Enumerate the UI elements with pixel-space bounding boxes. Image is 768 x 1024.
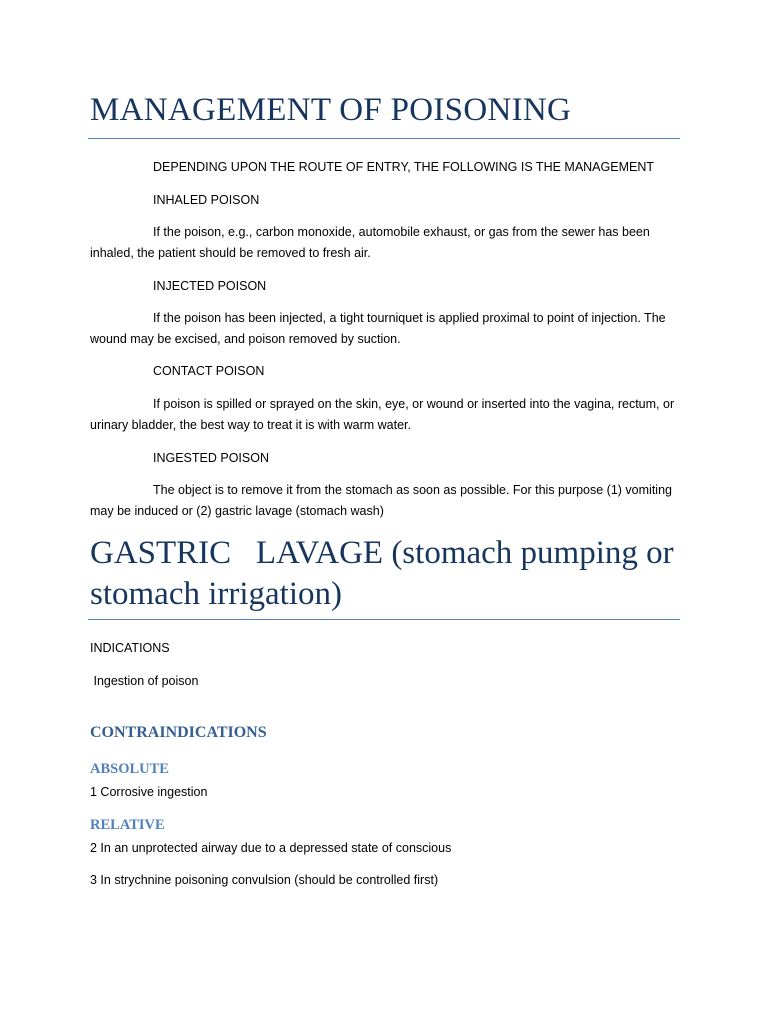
indications-label: INDICATIONS xyxy=(90,641,170,655)
indications-item: Ingestion of poison xyxy=(90,674,199,688)
section-text-injected: If the poison has been injected, a tight tourniquet is applied proximal to point of injection. The wound may be excised, and poison removed by suction. xyxy=(90,311,666,346)
section-text-contact: If poison is spilled or sprayed on the skin, eye, or wound or inserted into the vagina, rectum, or urinary bladder, the best way to treat it is with warm water. xyxy=(90,397,675,432)
section-label-injected: INJECTED POISON xyxy=(153,279,267,293)
absolute-item: 1 Corrosive ingestion xyxy=(90,785,208,799)
relative-heading: RELATIVE xyxy=(90,817,165,833)
section-label-ingested: INGESTED POISON xyxy=(153,451,269,465)
section-text-inhaled: If the poison, e.g., carbon monoxide, automobile exhaust, or gas from the sewer has been inhaled, the patient should be removed to fresh air. xyxy=(90,225,650,260)
section-label-contact: CONTACT POISON xyxy=(153,364,265,378)
section-label-inhaled: INHALED POISON xyxy=(153,193,260,207)
relative-item-2: 2 In an unprotected airway due to a depressed state of conscious xyxy=(90,841,452,855)
gastric-lavage-divider xyxy=(88,619,680,620)
absolute-heading: ABSOLUTE xyxy=(90,761,169,777)
section-text-ingested: The object is to remove it from the stomach as soon as possible. For this purpose (1) vomiting may be induced or (2) gastric lavage (stomach wash) xyxy=(90,483,672,518)
title-divider xyxy=(88,138,680,139)
gastric-lavage-title: GASTRIC LAVAGE (stomach pumping or stomach irrigation) xyxy=(90,535,682,612)
intro-text: DEPENDING UPON THE ROUTE OF ENTRY, THE FOLLOWING IS THE MANAGEMENT xyxy=(153,160,654,174)
main-title: MANAGEMENT OF POISONING xyxy=(90,92,572,128)
relative-item-3: 3 In strychnine poisoning convulsion (should be controlled first) xyxy=(90,873,439,887)
contraindications-heading: CONTRAINDICATIONS xyxy=(90,724,267,741)
